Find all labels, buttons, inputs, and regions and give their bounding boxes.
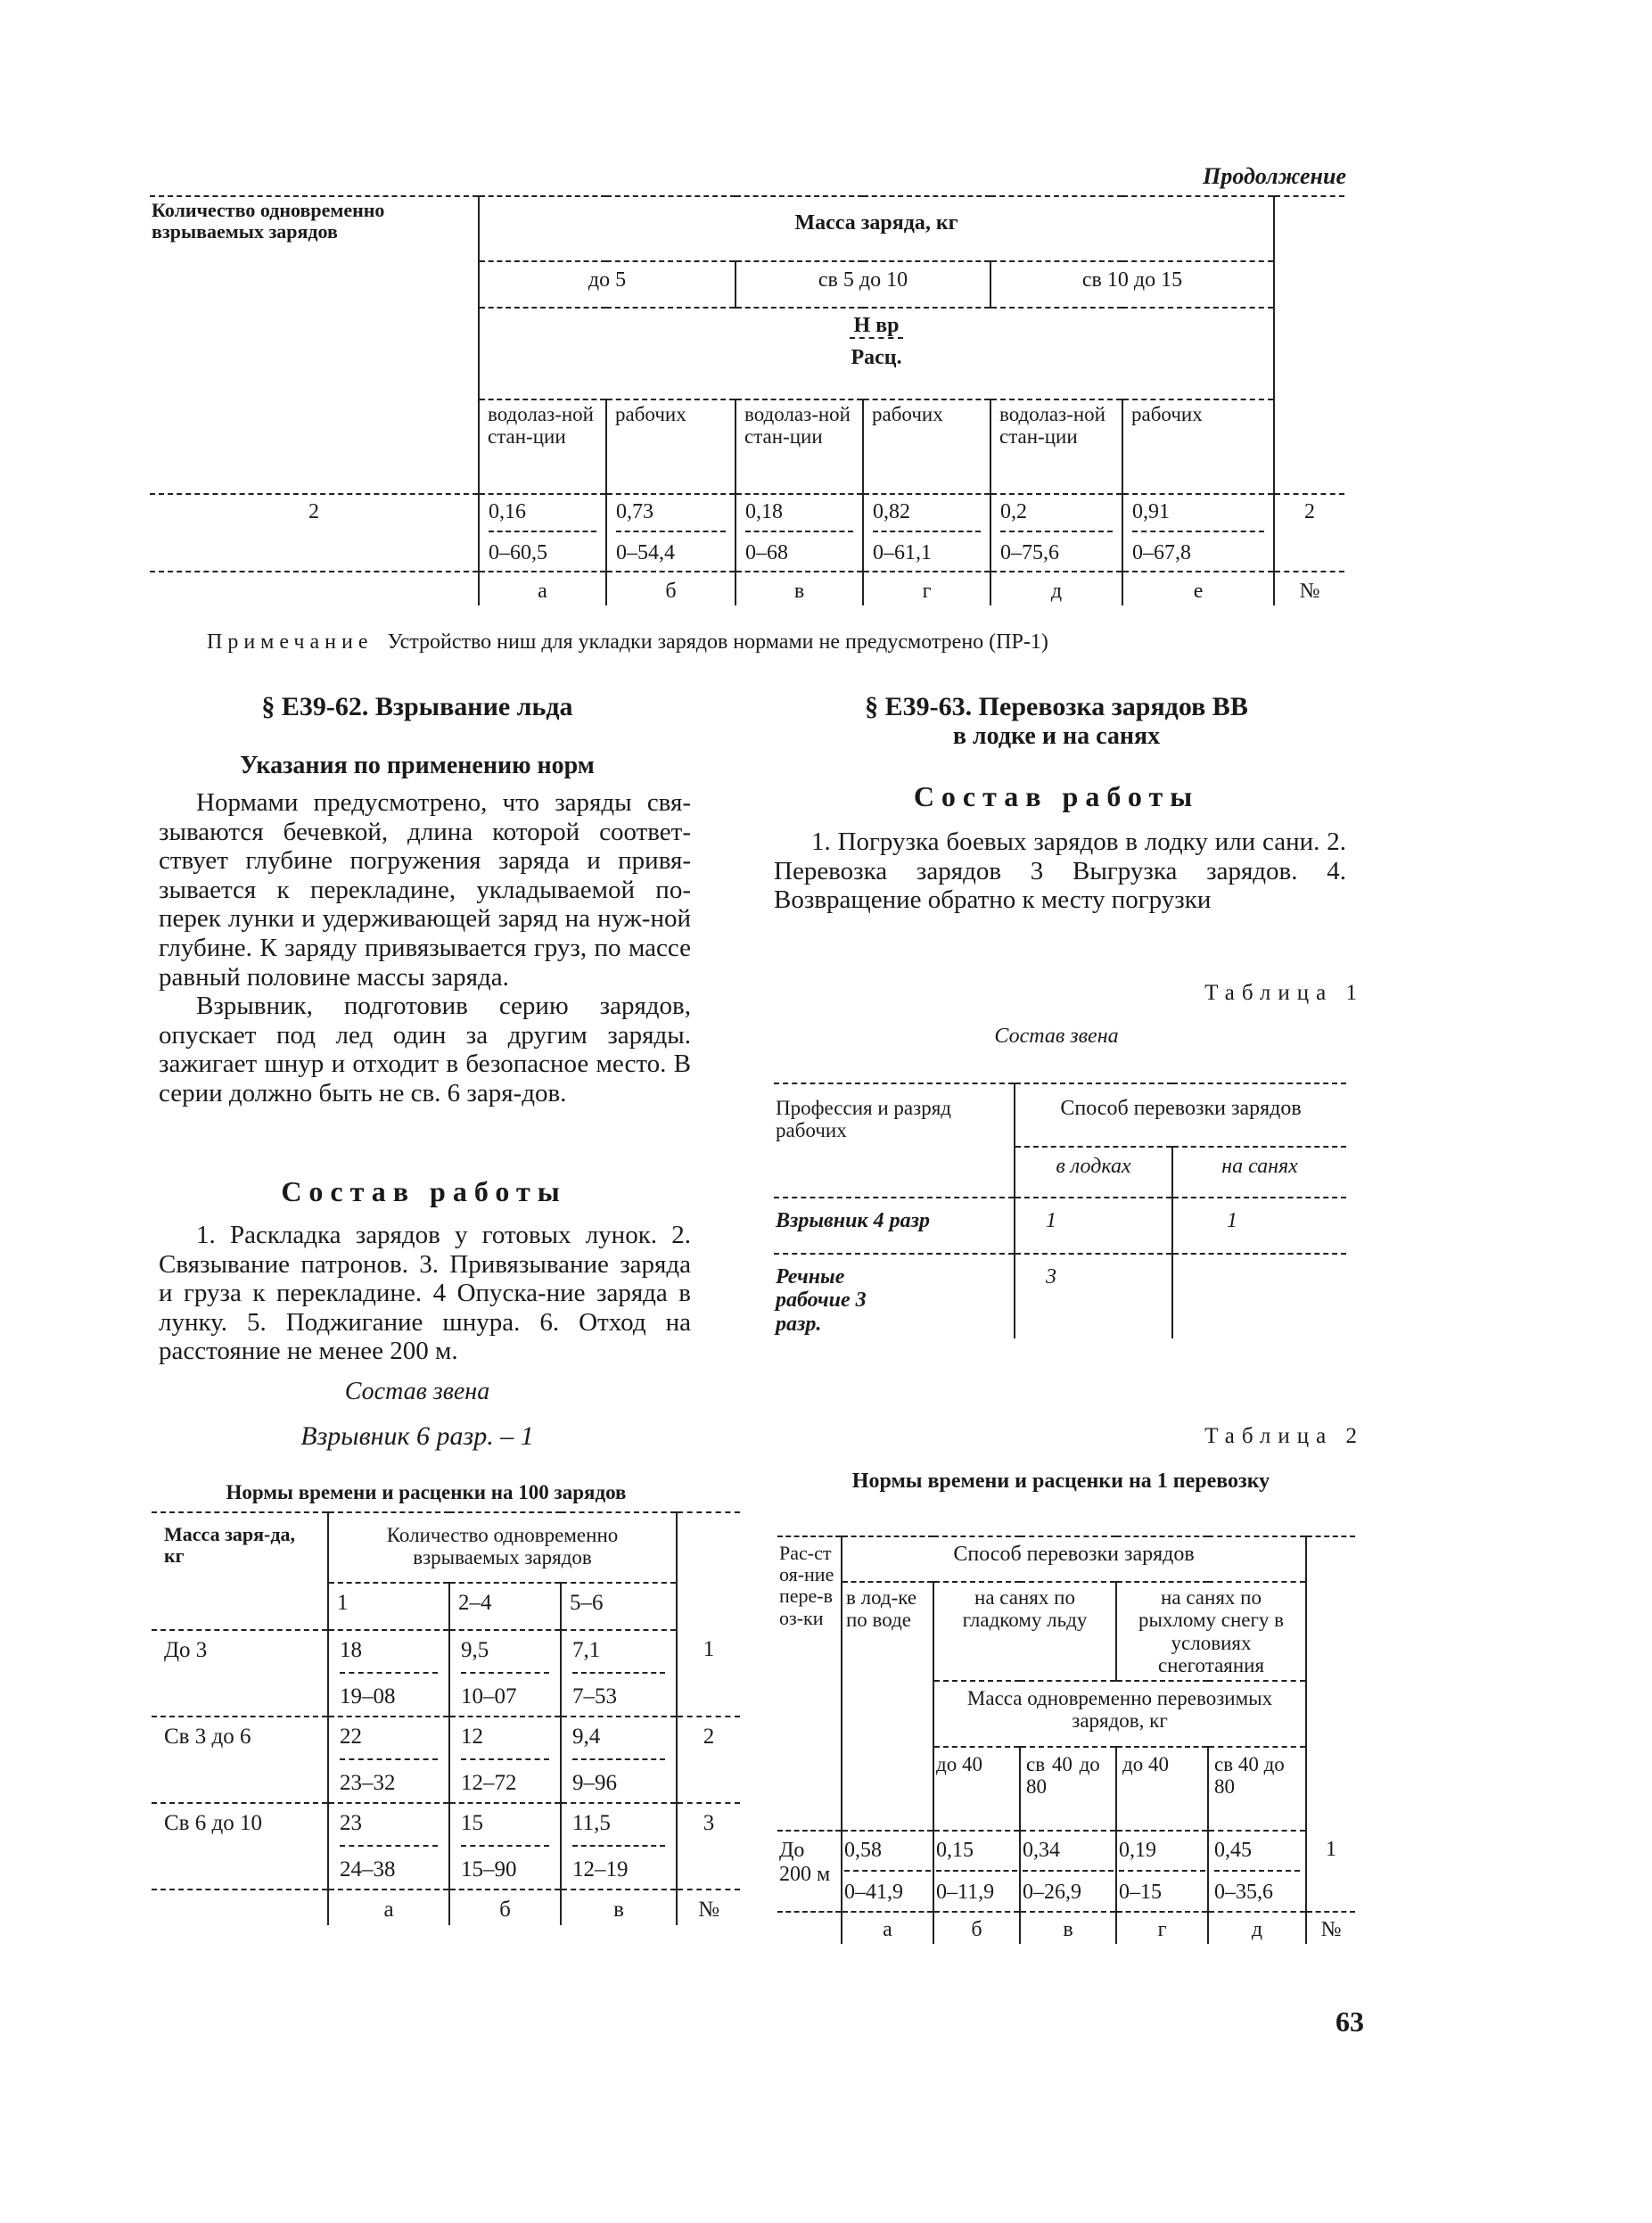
table-1-label: Таблица 1 <box>1204 981 1364 1005</box>
num-label: № <box>1274 572 1344 605</box>
mass-col-3: до 40 <box>1116 1747 1208 1831</box>
right-section-title-2: в лодке и на санях <box>952 722 1161 750</box>
subheader-workers-3: рабочих <box>1122 399 1274 494</box>
table-row: Речные рабочие 3 разр. 3 <box>774 1254 1346 1338</box>
crew-table-h-prof: Профессия и разряд рабочих <box>774 1083 1015 1198</box>
left-section-title: § Е39-62. Взрывание льда <box>261 692 573 721</box>
right-work-title: Состав работы <box>913 780 1200 812</box>
top-table-range-1: до 5 <box>479 261 736 308</box>
top-cell-a: 0,16 0–60,5 <box>479 494 606 572</box>
transport-h-snow: на санях по рыхлому снегу в условиях снеготаяния <box>1116 1582 1306 1681</box>
left-table-sub-3: 5–6 <box>561 1583 677 1630</box>
left-work-text: 1. Раскладка зарядов у готовых лунок. 2. Связывание патронов. 3. Привязывание заряда и груза к перекладине. 4 Опуска-ние заряда в лунку. 5. Поджигание шнура. 6. Отход на расстояние не менее 200 м. <box>159 1221 691 1366</box>
top-row-count: 2 <box>150 494 479 572</box>
top-table-range-2: св 5 до 10 <box>736 261 990 308</box>
transport-h-method: Способ перевозки зарядов <box>842 1536 1306 1582</box>
left-crew-text: Взрывник 6 разр. – 1 <box>300 1421 534 1451</box>
subheader-diver-2: водолаз-ной стан-ции <box>736 399 863 494</box>
letter-d: д <box>990 572 1122 605</box>
left-table-sub-2: 2–4 <box>449 1583 561 1630</box>
crew-table-sub-sleds: на санях <box>1172 1147 1346 1198</box>
top-row-num: 2 <box>1274 494 1344 572</box>
letter-a: а <box>479 572 606 605</box>
table-row: Взрывник 4 разр 1 1 <box>774 1198 1346 1254</box>
left-table-h-mass: Масса заря-да, кг <box>152 1512 328 1630</box>
transport-letter-a: а <box>842 1912 933 1944</box>
letter-g: г <box>863 572 990 605</box>
top-cell-d: 0,82 0–61,1 <box>863 494 990 572</box>
top-table-norm-header <box>479 308 1274 399</box>
subheader-workers-2: рабочих <box>863 399 990 494</box>
left-letter-v: в <box>561 1890 677 1925</box>
norm-bottom: Расц. <box>851 346 902 370</box>
top-table-left-header: Количество одновременно взрывaемых зарядов <box>150 196 479 494</box>
transport-norms-table <box>777 1536 1355 1944</box>
table-2-label: Таблица 2 <box>1204 1424 1364 1448</box>
letter-v: в <box>736 572 863 605</box>
note-line <box>207 630 1048 655</box>
subheader-workers-1: рабочих <box>606 399 736 494</box>
table-row: До 200 м 0,58 0–41,9 0,15 0–11,9 0,34 0–26,9 0,19 0–15 0,45 0–35,6 1 <box>777 1831 1355 1912</box>
mass-col-4: св 40 до 80 <box>1208 1747 1306 1831</box>
left-letter-b: б <box>449 1890 561 1925</box>
left-table-h-count: Количество одновременно взрываемых зарядов <box>328 1512 677 1583</box>
mass-col-1: до 40 <box>933 1747 1020 1831</box>
subheader-diver-3: водолаз-ной стан-ции <box>990 399 1122 494</box>
right-crew-title: Состав звена <box>994 1025 1119 1048</box>
note-label: Примечание <box>207 630 374 654</box>
transport-h-ice: на санях по гладкому льду <box>933 1582 1116 1681</box>
table-row: До 3 18 19–08 9,5 10–07 7,1 7–53 1 <box>152 1630 740 1717</box>
crew-table <box>774 1083 1346 1338</box>
table-row: Св 6 до 10 23 24–38 15 15–90 11,5 12–19 3 <box>152 1803 740 1890</box>
letter-e: е <box>1122 572 1274 605</box>
left-work-title: Состав работы <box>281 1175 567 1207</box>
top-cell-c: 0,18 0–68 <box>736 494 863 572</box>
transport-letter-d: д <box>1208 1912 1306 1944</box>
norm-top: Н вр <box>850 314 903 339</box>
instructions-title: Указания по применению норм <box>240 752 595 779</box>
right-work-text: 1. Погрузка боевых зарядов в лодку или сани. 2. Перевозка зарядов 3 Выгрузка зарядов. 4. Возвращение обратно к месту погрузки <box>774 827 1346 915</box>
transport-letter-b: б <box>933 1912 1020 1944</box>
subheader-diver-1: водолаз-ной стан-ции <box>479 399 606 494</box>
transport-letter-v: в <box>1020 1912 1116 1944</box>
transport-h-boat: в лод-ке по воде <box>842 1582 933 1831</box>
crew-table-sub-boats: в лодках <box>1015 1147 1172 1198</box>
top-cell-b: 0,73 0–54,4 <box>606 494 736 572</box>
left-norms-table <box>152 1511 740 1925</box>
top-table <box>150 195 1344 605</box>
left-num-label: № <box>677 1890 740 1925</box>
top-cell-e: 0,2 0–75,6 <box>990 494 1122 572</box>
left-para-2: Взрывник, подготовив серию зарядов, опускает под лед один за другим заряды. зажигает шнур и отходит в безопасное место. В серии должно быть не св. 6 заря-дов. <box>159 992 691 1107</box>
top-table-range-3: св 10 до 15 <box>990 261 1274 308</box>
note-text: Устройство ниш для укладки зарядов нормами не предусмотрено (ПР-1) <box>387 630 1048 654</box>
left-para-1: Нормами предусмотрено, что заряды свя-зываются бечевкой, длина которой соответ-ствует глубине погружения заряда и привя-зывается к перекладине, укладываемой по-перек лунки и удерживающей заряд на нуж-ной глубине. К заряду привязывается груз, по массе равный половине массы заряда. <box>159 788 691 992</box>
mass-col-2: св 40 до 80 <box>1020 1747 1116 1831</box>
transport-letter-g: г <box>1116 1912 1208 1944</box>
crew-table-h-method: Способ перевозки зарядов <box>1015 1083 1346 1147</box>
left-table-title: Нормы времени и расценки на 100 зарядов <box>226 1481 627 1503</box>
transport-h-mass: Масса одновременно перевозимых зарядов, кг <box>933 1681 1306 1747</box>
transport-num-label: № <box>1306 1912 1355 1944</box>
transport-h-dist: Рас-стоя-ние пере-воз-ки <box>777 1536 842 1831</box>
top-table-mass-header: Масса заряда, кг <box>479 196 1274 261</box>
table-2-title: Нормы времени и расценки на 1 перевозку <box>851 1470 1270 1493</box>
left-crew-title: Состав звена <box>344 1378 490 1405</box>
letter-b: б <box>606 572 736 605</box>
left-table-sub-1: 1 <box>328 1583 449 1630</box>
continuation-label: Продолжение <box>1203 163 1346 189</box>
top-cell-f: 0,91 0–67,8 <box>1122 494 1274 572</box>
table-row: Св 3 до 6 22 23–32 12 12–72 9,4 9–96 2 <box>152 1717 740 1803</box>
left-letter-a: а <box>328 1890 449 1925</box>
right-section-title-1: § Е39-63. Перевозка зарядов ВВ <box>865 692 1248 721</box>
page-number: 63 <box>1336 2005 1364 2038</box>
